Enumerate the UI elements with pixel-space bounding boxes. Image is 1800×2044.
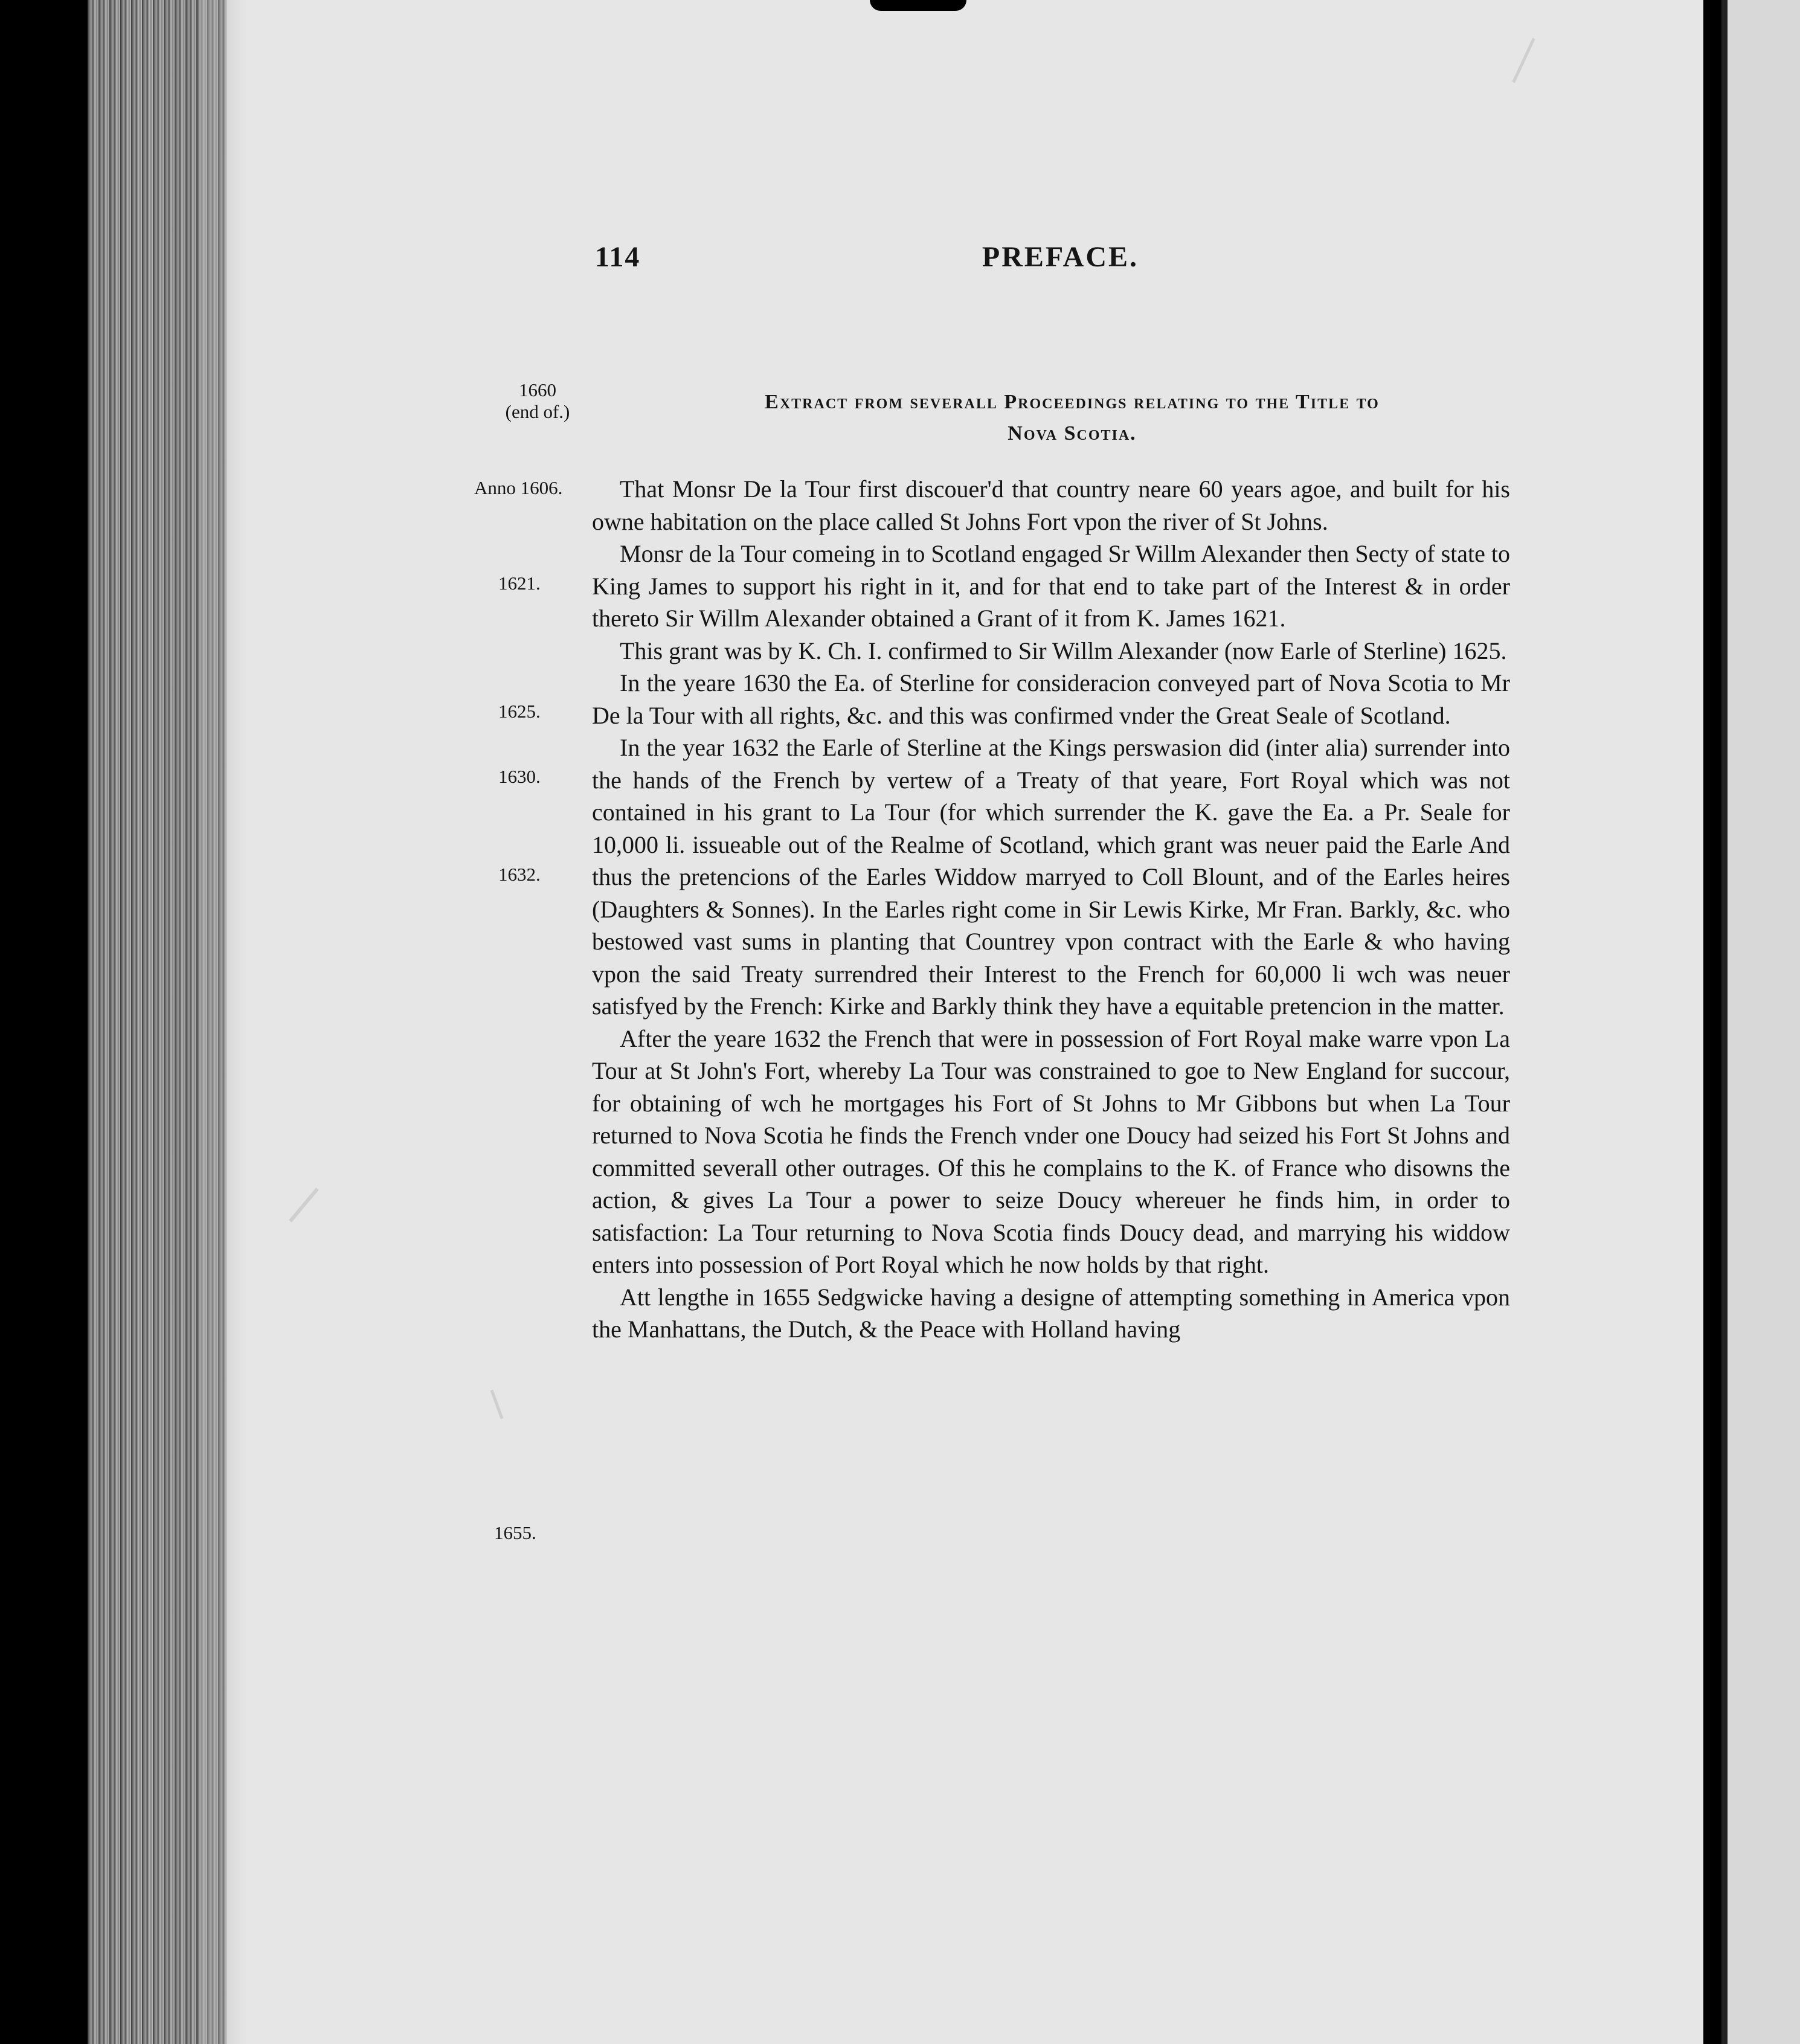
page-edge-fade (199, 0, 248, 2044)
scan-notch (870, 0, 966, 11)
margin-date-1655: 1655. (494, 1522, 536, 1543)
facing-page-edge (1721, 0, 1800, 2044)
margin-note-text: (end of.) (505, 401, 570, 422)
paragraph-1625: This grant was by K. Ch. I. confirmed to Sir Willm Alexander (now Earle of Sterline) 1625. (620, 637, 1507, 664)
margin-date-1630: 1630. (498, 766, 541, 787)
paragraph-1606: That Monsr De la Tour first discouer'd that country neare 60 years agoe, and built for his owne habitation on the place called St Johns Fort vpon the river of St Johns. (592, 475, 1510, 535)
margin-date-1621: 1621. (498, 573, 541, 594)
section-heading (628, 387, 1516, 449)
paragraph-after-1632: After the yeare 1632 the French that were in possession of Fort Royal make warre vpon La Tour at St John's Fort, whereby La Tour was constrained to goe to New England for succour, for obtaining of wch he mortgages his Fort of St Johns to Mr Gibbons but when La Tour returned to Nova Scotia he finds the French vnder one Doucy had seized his Fort St Johns and committed severall other outrages. Of this he complains to the K. of France who disowns the action, & gives La Tour a power to seize Doucy whereuer he finds him, in order to satisfaction: La Tour returning to Nova Scotia finds Doucy dead, and marrying his widdow enters into possession of Port Royal which he now holds by that right. (592, 1024, 1510, 1278)
paragraph-1632: In the year 1632 the Earle of Sterline at the Kings perswasion did (inter alia) surrender into the hands of the French by vertew of a Treaty of that yeare, Fort Royal which was not contained in his grant to La Tour (for which surrender the K. gave the Ea. a Pr. Seale for 10,000 li. issueable out of the Realme of Scotland, which grant was neuer paid the Earle And thus the pretencions of the Earles Widdow marryed to Coll Blount, and of the Earles heires (Daughters & Sonnes). In the Earles right come in Sir Lewis Kirke, Mr Fran. Barkly, &c. who bestowed vast sums in planting that Countrey vpon contract with the Earle & who having vpon the said Treaty surrendred their Interest to the French for 60,000 li wch was neuer satisfyed by the French: Kirke and Barkly think they have a equitable pretencion in the matter. (592, 734, 1510, 1020)
body-text (592, 473, 1510, 1346)
paragraph-1630: In the yeare 1630 the Ea. of Sterline for consideracion conveyed part of Nova Scotia to Mr De la Tour with all rights, &c. and this was confirmed vnder the Great Seale of Scotland. (592, 669, 1510, 729)
heading-line-1: Extract from severall Proceedings relating to the Title to (765, 391, 1380, 413)
running-head (595, 240, 1145, 277)
facing-page-border (1721, 0, 1728, 2044)
margin-date-1606: Anno 1606. (474, 477, 563, 498)
margin-date-heading (477, 379, 598, 423)
margin-year: 1660 (519, 379, 556, 400)
heading-line-2: Nova Scotia. (1008, 422, 1137, 445)
paragraph-1655: Att lengthe in 1655 Sedgwicke having a designe of attempting something in America vpon the Manhattans, the Dutch, & the Peace with Holland having (592, 1283, 1510, 1343)
paragraph-1621: Monsr de la Tour comeing in to Scotland engaged Sr Willm Alexander then Secty of state to King James to support his right in it, and for that end to take part of the Interest & in order thereto Sir Willm Alexander obtained a Grant of it from K. James 1621. (592, 540, 1510, 632)
margin-date-1625: 1625. (498, 701, 541, 722)
page-number: 114 (595, 241, 641, 273)
running-title: PREFACE. (982, 241, 1139, 273)
margin-date-1632: 1632. (498, 864, 541, 885)
gutter (1703, 0, 1721, 2044)
